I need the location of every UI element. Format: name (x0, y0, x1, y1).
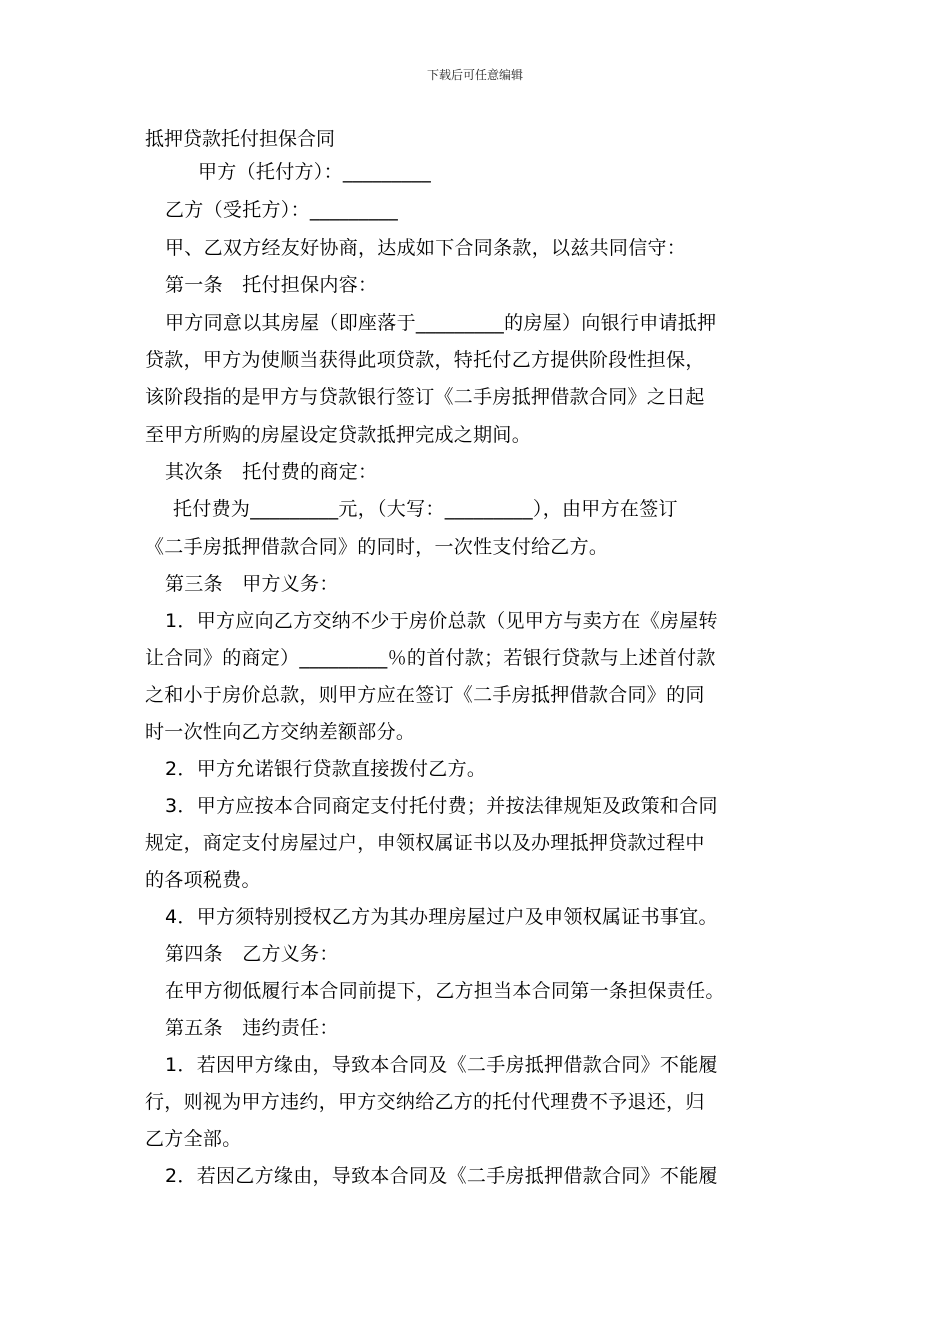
paragraph-line: 1．甲方应向乙方交纳不少于房价总款（见甲方与卖方在《房屋转 (165, 610, 718, 632)
paragraph-line: 的各项税费。 (145, 869, 261, 891)
paragraph-line: 在甲方彻低履行本合同前提下，乙方担当本合同第一条担保责任。 (165, 980, 725, 1002)
paragraph-line: 托付费为_________元，（大写：_________），由甲方在签订 (173, 498, 678, 520)
article-heading: 第四条 乙方义务： (165, 943, 339, 965)
paragraph-line: 时一次性向乙方交纳差额部分。 (145, 721, 416, 743)
article-heading: 第三条 甲方义务： (165, 573, 339, 595)
paragraph-line: 《二手房抵押借款合同》的同时，一次性支付给乙方。 (145, 536, 609, 558)
paragraph-line: 行，则视为甲方违约，甲方交纳给乙方的托付代理费不予退还，归 (145, 1091, 705, 1113)
party-a-line: 甲方（托付方）：_________ (198, 161, 432, 183)
paragraph-line: 规定，商定支付房屋过户，申领权属证书以及办理抵押贷款过程中 (145, 832, 705, 854)
article-heading: 其次条 托付费的商定： (165, 461, 378, 483)
paragraph-line: 之和小于房价总款，则甲方应在签订《二手房抵押借款合同》的同 (145, 684, 705, 706)
article-heading: 第五条 违约责任： (165, 1017, 339, 1039)
party-b-line: 乙方（受托方）：_________ (165, 199, 399, 221)
paragraph-line: 乙方全部。 (145, 1128, 242, 1150)
article-heading: 第一条 托付担保内容： (165, 274, 378, 296)
paragraph-line: 3．甲方应按本合同商定支付托付费；并按法律规矩及政策和合同 (165, 795, 718, 817)
paragraph-line: 4．甲方须特别授权乙方为其办理房屋过户及申领权属证书事宜。 (165, 906, 718, 928)
paragraph-line: 2．甲方允诺银行贷款直接拨付乙方。 (165, 758, 487, 780)
paragraph-line: 让合同》的商定）_________％的首付款；若银行贷款与上述首付款 (145, 647, 716, 669)
document-title: 抵押贷款托付担保合同 (145, 128, 336, 150)
paragraph-line: 2．若因乙方缘由，导致本合同及《二手房抵押借款合同》不能履 (165, 1165, 718, 1187)
paragraph-line: 甲方同意以其房屋（即座落于_________的房屋）向银行申请抵押 (165, 312, 717, 334)
paragraph-line: 贷款，甲方为使顺当获得此项贷款，特托付乙方提供阶段性担保， (145, 349, 705, 371)
paragraph-line: 该阶段指的是甲方与贷款银行签订《二手房抵押借款合同》之日起 (145, 386, 705, 408)
paragraph-line: 1．若因甲方缘由，导致本合同及《二手房抵押借款合同》不能履 (165, 1054, 718, 1076)
header-note: 下载后可任意编辑 (426, 68, 523, 82)
paragraph-line: 甲、乙双方经友好协商，达成如下合同条款，以兹共同信守： (165, 237, 687, 259)
paragraph-line: 至甲方所购的房屋设定贷款抵押完成之期间。 (145, 424, 532, 446)
